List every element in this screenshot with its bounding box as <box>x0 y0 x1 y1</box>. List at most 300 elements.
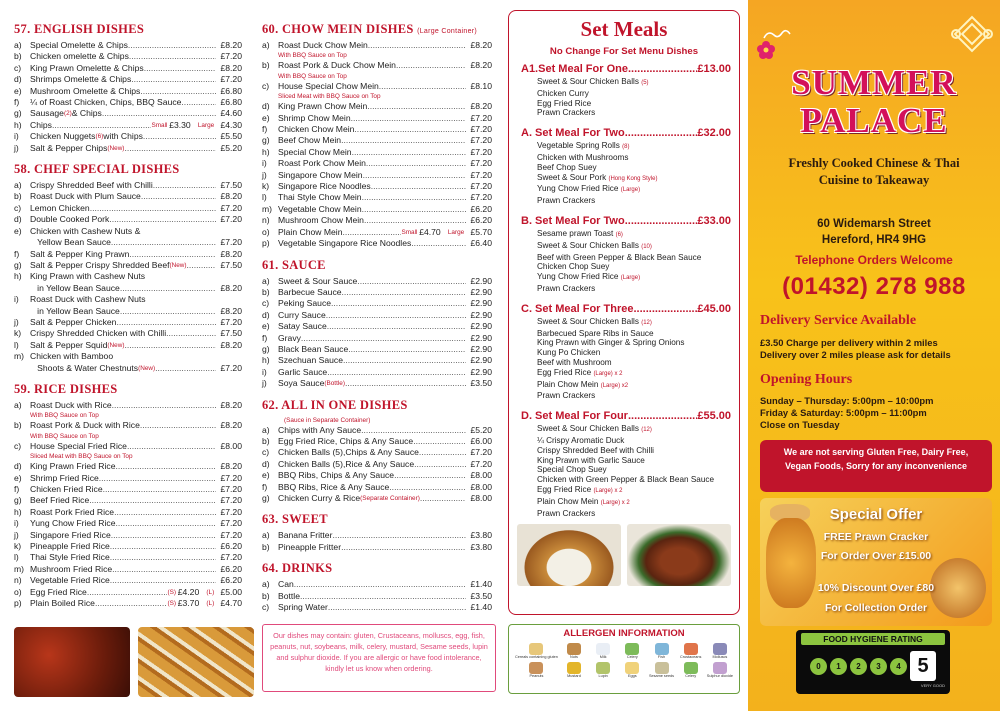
item-name: Chips <box>30 119 52 130</box>
leader-dots <box>102 108 216 119</box>
allergen-label: Celery <box>626 655 638 659</box>
sauce-item <box>262 355 492 366</box>
item-price: £6.20 <box>220 563 242 574</box>
item-price: £6.20 <box>470 203 492 214</box>
allergen-item <box>561 662 587 679</box>
allergen-item <box>590 662 616 679</box>
set-meal-item <box>517 475 731 485</box>
leader-dots <box>116 317 216 328</box>
allergen-item <box>678 643 704 660</box>
chef-item <box>14 180 242 191</box>
rice-dishes-title: 59. RICE DISHES <box>14 381 118 396</box>
leader-dots <box>112 400 216 411</box>
leader-dots <box>300 591 466 602</box>
item-name: Peking Sauce <box>278 298 332 309</box>
spacer <box>146 294 242 305</box>
item-name: Mushroom Chow Mein <box>278 215 364 226</box>
set-meal-photos <box>517 524 731 586</box>
rice-item <box>14 420 242 431</box>
item-name: Mushroom Fried Rice <box>30 563 113 574</box>
sauce-item <box>262 344 492 355</box>
flower-icon <box>756 40 776 60</box>
item-price: £7.20 <box>220 51 242 62</box>
chowmein-item <box>262 204 492 215</box>
item-letter: m) <box>262 203 273 214</box>
leader-dots <box>90 203 216 214</box>
chow-mein-title-text: 60. CHOW MEIN DISHES <box>262 22 414 36</box>
item-letter: f) <box>262 332 268 343</box>
set-meal-item <box>517 485 731 497</box>
item-name: King Prawn Chow Mein <box>278 101 368 112</box>
tagline-2: Cuisine to Takeaway <box>818 173 930 187</box>
set-meal-item-text: Beef with Green Pepper & Black Bean Sauce <box>537 252 702 262</box>
item-price: £7.20 <box>470 124 492 135</box>
item-note: With BBQ Sauce on Top <box>278 52 347 60</box>
allergen-label: Cereals containing gluten <box>515 655 558 659</box>
item-letter: a) <box>14 40 22 50</box>
allergen-label: Sesame seeds <box>648 674 675 678</box>
delivery-line-1: £3.50 Charge per delivery within 2 miles <box>760 337 938 348</box>
chef-item <box>14 203 242 214</box>
english-item <box>14 63 242 74</box>
set-meal-name: A1.Set Meal For One <box>521 63 628 75</box>
set-meal-item <box>517 184 731 196</box>
item-price: £7.20 <box>220 362 242 373</box>
set-meal-item-text: Chicken Curry <box>537 88 589 98</box>
leader-dots <box>120 306 216 317</box>
leader-dots <box>342 287 466 298</box>
leader-dots <box>367 101 466 112</box>
set-meal-item-text: Sweet & Sour Chicken Balls <box>537 424 642 434</box>
item-name: Roast Duck with Rice <box>30 399 112 410</box>
set-meal-item-qty: (12) <box>641 427 652 434</box>
english-dishes-title: 57. ENGLISH DISHES <box>14 22 145 36</box>
item-price: £7.20 <box>220 237 242 248</box>
set-meal-item-qty: (Large) x2 <box>600 382 629 389</box>
sauce-item <box>262 367 492 378</box>
chow-mein-title-note: (Large Container) <box>417 28 478 35</box>
set-meal-item-qty: (Hong Kong Style) <box>608 175 658 182</box>
item-price: £8.20 <box>220 420 242 431</box>
item-name: Salt & Pepper King Prawn <box>30 248 130 259</box>
item-letter: g) <box>14 259 22 270</box>
item-letter: d) <box>14 461 22 472</box>
item-letter: m) <box>14 563 25 574</box>
item-price: £6.80 <box>220 97 242 108</box>
leader-dots <box>345 378 466 389</box>
item-price: £7.20 <box>220 552 242 563</box>
item-name: Salt & Pepper Chicken <box>30 316 117 327</box>
gluten-notice-line-1: We are not serving Gluten Free, Dairy Free, <box>783 447 969 457</box>
sauce-item <box>262 378 492 389</box>
set-meal-item-text: Barbecued Spare Ribs in Sauce <box>537 328 654 338</box>
item-price: £7.20 <box>470 158 492 169</box>
item-letter: c) <box>262 447 270 458</box>
item-letter: j) <box>14 142 19 153</box>
size-small-label: (S) <box>167 588 178 596</box>
leader-dots <box>140 420 216 431</box>
set-meal-item <box>517 456 731 466</box>
leader-dots <box>361 425 466 436</box>
leader-dots <box>120 283 216 294</box>
item-price: £7.20 <box>220 214 242 225</box>
chowmein-item <box>262 227 492 238</box>
item-name: House Special Chow Mein <box>278 80 379 91</box>
chef-item <box>14 271 242 282</box>
item-name: Vegetable Fried Rice <box>30 575 110 586</box>
set-meal-heading <box>521 303 731 315</box>
brand-line-1: SUMMER <box>791 63 957 102</box>
item-note: With BBQ Sauce on Top <box>278 72 347 80</box>
item-price: £2.90 <box>470 332 492 343</box>
english-item <box>14 97 242 108</box>
item-price: £5.50 <box>220 131 242 142</box>
set-meal-item <box>517 89 731 99</box>
leader-dots <box>114 507 216 518</box>
set-meal-item-text: Plain Chow Mein <box>537 496 601 506</box>
rice-dishes-list <box>14 400 242 610</box>
item-name: Plain Boiled Rice <box>30 598 95 609</box>
brand-line-2: PALACE <box>800 101 948 140</box>
leader-dots <box>110 552 216 563</box>
allergen-icon <box>655 662 669 674</box>
item-name: Salt & Pepper Chips <box>30 142 108 153</box>
item-name: Roast Duck with Cashew Nuts <box>30 294 146 305</box>
allergen-item <box>648 643 674 660</box>
item-name: Barbecue Sauce <box>278 286 342 297</box>
item-price: £8.20 <box>220 399 242 410</box>
allergen-item <box>590 643 616 660</box>
item-price: £2.90 <box>470 298 492 309</box>
food-photo-chilli-beef <box>14 627 130 697</box>
item-price: £7.20 <box>220 202 242 213</box>
leader-dots <box>328 602 466 613</box>
allergen-item <box>648 662 674 679</box>
item-letter: o) <box>262 226 270 237</box>
set-meal-price: £55.00 <box>697 410 731 423</box>
item-letter: e) <box>14 225 22 236</box>
set-meal-price: £45.00 <box>697 302 731 315</box>
set-meal-item-text: Egg Fried Rice <box>537 367 594 377</box>
spacer <box>14 237 30 248</box>
allergen-label: Mustard <box>567 674 581 678</box>
item-letter: g) <box>262 343 270 354</box>
allergen-label: Peanuts <box>529 674 544 678</box>
allinone-item <box>262 482 492 493</box>
leader-dots <box>131 74 216 85</box>
telephone-orders-welcome: Telephone Orders Welcome <box>795 253 953 267</box>
item-price: £3.50 <box>470 378 492 389</box>
leader-dots <box>396 60 466 71</box>
item-name: Pineapple Fritter <box>278 541 342 552</box>
item-price: £8.00 <box>220 440 242 451</box>
delivery-title: Delivery Service Available <box>760 313 917 328</box>
item-letter: i) <box>14 518 19 529</box>
item-name: Bottle <box>278 590 300 601</box>
leader-dots <box>625 127 698 139</box>
set-meal-item-text: Sesame prawn Toast <box>537 228 616 238</box>
item-name: Chicken Curry & Rice <box>278 493 361 503</box>
leader-dots <box>143 131 216 142</box>
item-name: Crispy Shredded Chicken with Chilli <box>30 328 167 339</box>
item-price: £6.00 <box>470 435 492 446</box>
hours-line-1: Sunday – Thursday: 5:00pm – 10:00pm <box>760 395 934 406</box>
set-meal-item <box>517 153 731 163</box>
english-item <box>14 108 242 119</box>
spacer <box>145 271 242 282</box>
item-name-cont: in Yellow Bean Sauce <box>30 305 120 316</box>
hygiene-scale <box>801 651 945 681</box>
rice-item <box>14 473 242 484</box>
allergen-label: Fish <box>657 655 666 659</box>
set-meal-item-text: Sweet & Sour Chicken Balls <box>537 316 642 326</box>
item-qualifier: (New) <box>107 341 125 349</box>
leader-dots <box>348 344 466 355</box>
sweet-item <box>262 542 492 553</box>
leader-dots <box>379 81 466 92</box>
rice-item <box>14 564 242 575</box>
item-price: £3.80 <box>470 541 492 552</box>
leader-dots <box>187 260 216 271</box>
item-letter: e) <box>14 85 22 96</box>
allergen-item <box>707 662 733 679</box>
rice-item <box>14 507 242 518</box>
item-price: £8.20 <box>470 60 492 71</box>
allergen-label: Nuts <box>570 655 578 659</box>
allergen-item <box>707 643 733 660</box>
item-letter: l) <box>14 339 19 350</box>
chef-item <box>14 226 242 237</box>
chowmein-item <box>262 238 492 249</box>
item-name: Chips with Any Sauce <box>278 424 362 435</box>
item-name: Thai Style Chow Mein <box>278 192 362 203</box>
item-letter: e) <box>262 112 270 123</box>
allergen-label: Crustaceans <box>680 655 702 659</box>
item-price: £6.20 <box>470 215 492 226</box>
item-name: Chicken Nuggets <box>30 131 96 142</box>
leader-dots <box>364 215 466 226</box>
chowmein-item <box>262 113 492 124</box>
allergen-label: Celery <box>685 674 697 678</box>
chowmein-item <box>262 60 492 71</box>
item-letter: e) <box>262 470 270 481</box>
spacer <box>14 283 30 294</box>
leader-dots <box>141 191 216 202</box>
set-meal-item <box>517 436 731 446</box>
item-name: Special Omelette & Chips <box>30 40 128 50</box>
leader-dots <box>52 120 151 131</box>
item-price: £7.20 <box>470 192 492 203</box>
special-offer-box <box>760 498 992 626</box>
leader-dots <box>153 180 216 191</box>
hygiene-scale-level: 0 <box>810 658 827 675</box>
item-name: Lemon Chicken <box>30 202 90 213</box>
allergen-icon <box>596 662 610 674</box>
leader-dots <box>366 158 466 169</box>
size-small-label: Small <box>401 228 420 236</box>
item-price: £7.20 <box>470 458 492 469</box>
allergen-label: Sulphur dioxide <box>706 674 733 678</box>
leader-dots <box>87 587 168 598</box>
item-price: £7.20 <box>220 484 242 494</box>
leader-dots <box>628 63 697 75</box>
allergen-icon <box>713 643 727 655</box>
drinks-title: 64. DRINKS <box>262 561 333 576</box>
allergen-item <box>678 662 704 679</box>
item-price: £2.90 <box>470 355 492 366</box>
item-name: Roast Duck with Plum Sauce <box>30 191 141 202</box>
set-meal-item <box>517 348 731 358</box>
set-meal-item <box>517 241 731 253</box>
leader-dots <box>352 147 466 158</box>
sweet-item <box>262 530 492 541</box>
chef-item <box>14 191 242 202</box>
leader-dots <box>420 493 466 504</box>
rice-item <box>14 598 242 609</box>
item-name: Soya Sauce <box>278 378 325 389</box>
item-price: £8.20 <box>470 101 492 112</box>
item-price: £7.50 <box>220 328 242 339</box>
item-letter: p) <box>262 238 270 249</box>
allergen-label: Molluscs <box>712 655 728 659</box>
item-name: Chicken with Cashew Nuts & <box>30 225 141 236</box>
spacer <box>14 306 30 317</box>
item-letter: c) <box>262 298 270 309</box>
item-letter: n) <box>14 575 22 586</box>
set-meal-item-text: Chicken with Mushrooms <box>537 152 629 162</box>
allergen-icon <box>713 662 727 674</box>
drinks-item <box>262 579 492 590</box>
item-letter: m) <box>14 351 25 362</box>
item-name: Roast Pork Fried Rice <box>30 506 115 517</box>
item-price: £8.20 <box>220 248 242 259</box>
allergen-information-title: ALLERGEN INFORMATION <box>563 628 685 639</box>
set-meal-item-qty: (Large) x 2 <box>593 370 623 377</box>
menu-column-1 <box>0 0 250 711</box>
set-meal-item-text: King Prawn with Garlic Sauce <box>537 455 645 465</box>
set-meal-item <box>517 77 731 89</box>
item-name: Gravy <box>278 332 301 343</box>
set-meals-box <box>508 10 740 615</box>
item-letter: l) <box>14 552 19 563</box>
allergen-item <box>619 662 645 679</box>
phone-number[interactable]: (01432) 278 988 <box>782 273 966 300</box>
chowmein-item <box>262 40 492 51</box>
item-letter: d) <box>262 309 270 320</box>
leader-dots <box>294 579 466 590</box>
item-letter: g) <box>262 493 270 503</box>
allinone-item <box>262 459 492 470</box>
set-meal-item <box>517 329 731 339</box>
item-name: Salt & Pepper Crispy Shredded Beef <box>30 259 170 270</box>
item-name: BBQ Ribs, Rice & Any Sauce <box>278 481 390 492</box>
item-qualifier: (New) <box>169 261 187 269</box>
leader-dots <box>413 436 466 447</box>
item-name-cont: in Yellow Bean Sauce <box>30 282 120 293</box>
item-name: King Prawn Fried Rice <box>30 461 116 472</box>
item-letter: a) <box>14 399 22 410</box>
set-meal-item <box>517 497 731 509</box>
item-price: £4.70 <box>220 598 242 609</box>
offer-line-4: For Collection Order <box>824 602 928 614</box>
hygiene-scale-level: 4 <box>890 658 907 675</box>
item-price: £5.00 <box>220 586 242 597</box>
item-price: £2.90 <box>470 366 492 377</box>
item-letter: c) <box>14 202 22 213</box>
item-letter: h) <box>14 271 22 282</box>
leader-dots <box>343 355 466 366</box>
set-meal-name: B. Set Meal For Two <box>521 214 625 227</box>
allergen-icon <box>529 643 543 655</box>
chowmein-item <box>262 147 492 158</box>
item-letter: d) <box>14 214 22 225</box>
item-name-cont: Yellow Bean Sauce <box>30 237 111 248</box>
sauce-item <box>262 310 492 321</box>
set-meal-item <box>517 229 731 241</box>
set-meals-column <box>500 0 748 711</box>
item-note: Sliced Meat with BBQ Sauce on Top <box>278 93 381 101</box>
set-meal-item <box>517 173 731 185</box>
leader-dots <box>341 542 466 553</box>
item-price: £8.20 <box>220 62 242 73</box>
allergen-label: Milk <box>599 655 607 659</box>
chef-item <box>14 294 242 305</box>
item-name: Szechuan Sauce <box>278 355 343 366</box>
leader-dots <box>363 170 466 181</box>
leader-dots <box>109 214 216 225</box>
item-letter: k) <box>14 328 22 339</box>
set-meal-price: £13.00 <box>697 63 731 75</box>
chowmein-item <box>262 181 492 192</box>
allergen-icon <box>625 643 639 655</box>
set-meal-item <box>517 391 731 401</box>
item-price: £4.30 <box>220 119 242 130</box>
item-letter: a) <box>262 579 270 590</box>
set-meal-name: A. Set Meal For Two <box>521 127 625 140</box>
item-name: Special Chow Mein <box>278 146 352 157</box>
hours-line-3: Close on Tuesday <box>760 419 840 430</box>
set-meal-item-qty: (10) <box>641 243 652 250</box>
branding-panel <box>748 0 1000 711</box>
item-letter: h) <box>14 119 22 130</box>
set-meal-item-text: Prawn Crackers <box>537 108 596 118</box>
item-price: £2.90 <box>470 275 492 286</box>
english-item <box>14 40 242 51</box>
item-price: £4.60 <box>220 108 242 119</box>
item-name: Salt & Pepper Squid <box>30 339 108 350</box>
item-letter: e) <box>262 321 270 332</box>
food-photo-satay <box>517 524 621 586</box>
item-price: £2.90 <box>470 309 492 320</box>
set-meal-item-text: Chicken with Green Pepper & Black Bean Sauce <box>537 475 715 485</box>
item-price: £7.20 <box>470 181 492 192</box>
set-meal-item <box>517 465 731 475</box>
leader-dots <box>414 459 466 470</box>
item-letter: f) <box>14 248 20 259</box>
allergy-notice: Our dishes may contain: gluten, Crustaceans, molluscs, egg, fish, peanuts, nut, soybeans, milk, celery, mustard, Sesame seeds, lupin and sulphur dioxide. If you are allergic or have food intolerance, kindly let us know when ordering. <box>262 624 496 692</box>
leader-dots <box>625 215 698 227</box>
hygiene-scale-level: 3 <box>870 658 887 675</box>
item-name: Satay Sauce <box>278 321 327 332</box>
item-letter: j) <box>262 378 267 389</box>
item-letter: f) <box>262 124 268 135</box>
leader-dots <box>362 204 466 215</box>
leader-dots <box>129 51 216 62</box>
item-name: Shrimp Chow Mein <box>278 112 351 123</box>
allinone-item <box>262 436 492 447</box>
all-in-one-list <box>262 425 492 505</box>
allergen-icon <box>684 643 698 655</box>
